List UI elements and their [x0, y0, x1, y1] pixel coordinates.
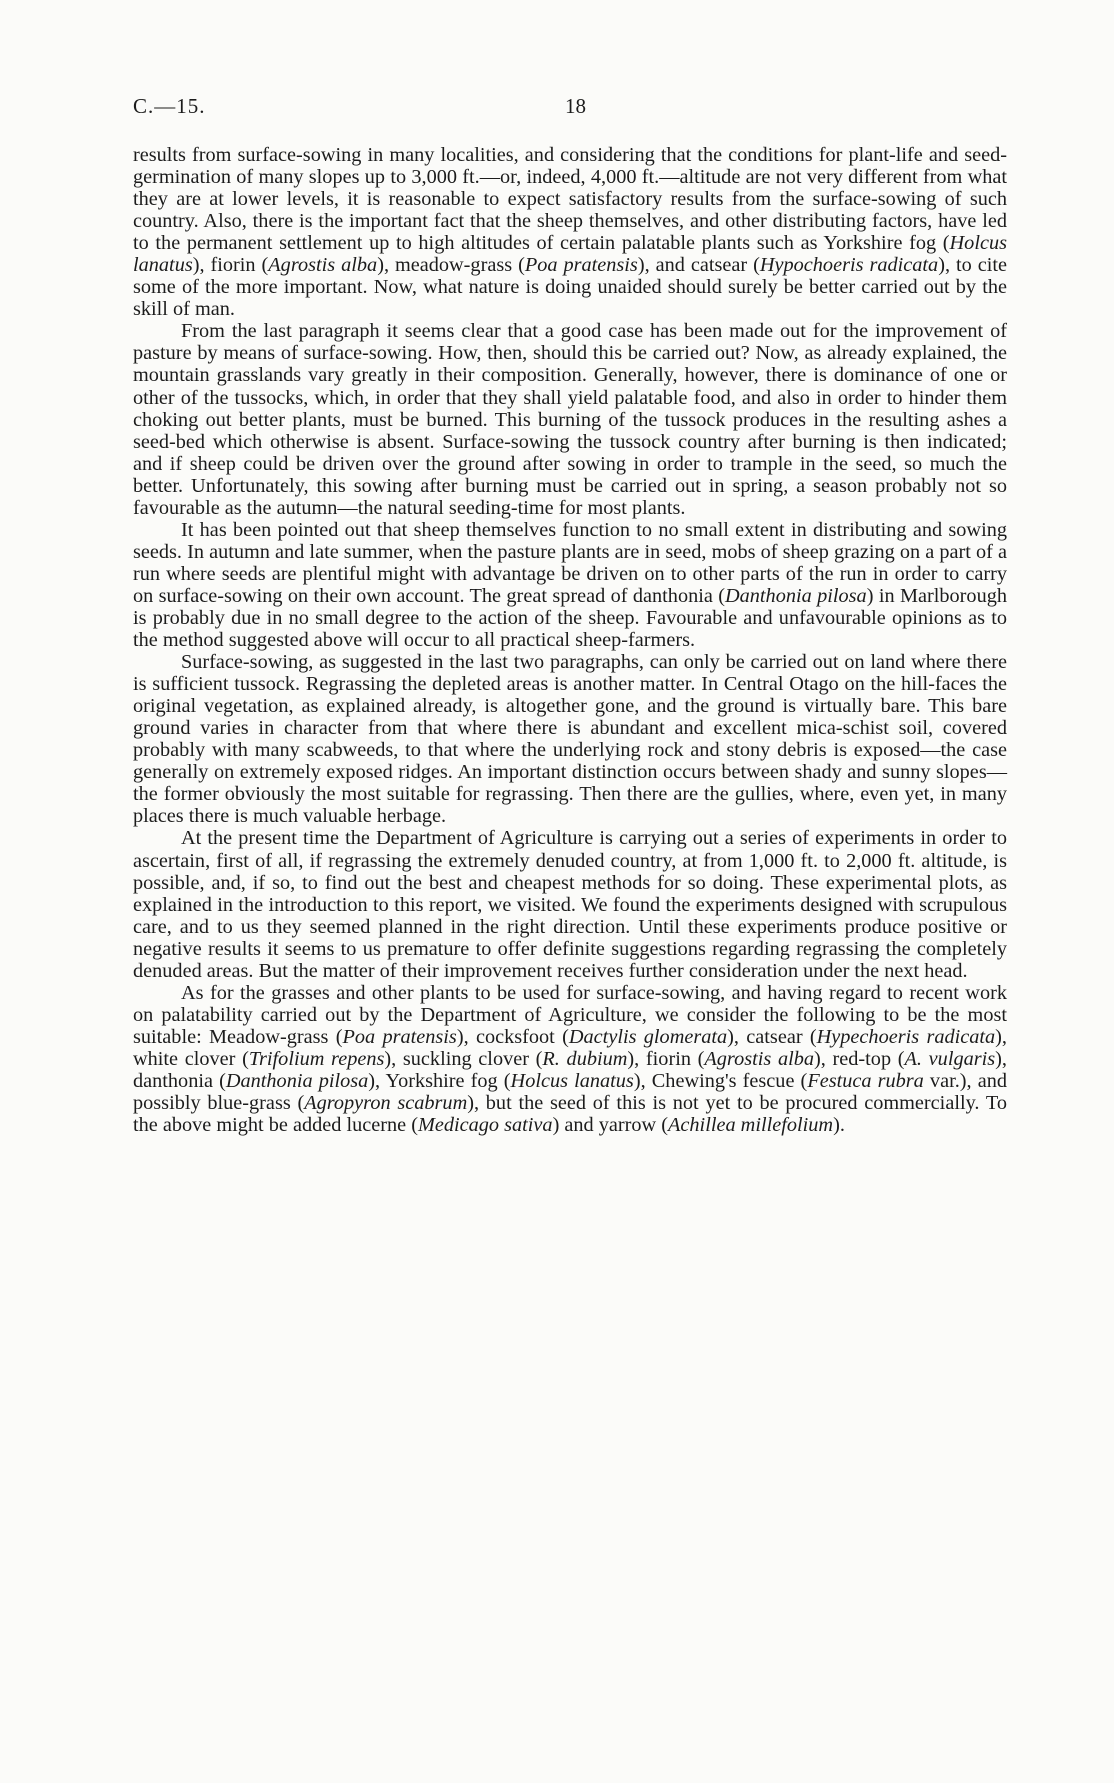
paragraph	[133, 144, 1007, 320]
italic-term: Danthonia pilosa	[724, 584, 867, 607]
text-run: ), suckling clover (	[384, 1047, 543, 1070]
page-header	[133, 94, 1003, 124]
text-run: It has been pointed out that sheep themselves function to no small extent in distributing and sowing seeds. In autumn and late summer, when the pasture plants are in seed, mobs of sheep grazing on a part of a run where seeds are plentiful might with advantage be driven on to other parts of the run in order to carry on surface-sowing on their own account. The great spread of danthonia (	[133, 518, 1007, 607]
text-run: From the last paragraph it seems clear that a good case has been made out for the improvement of pasture by means of surface-sowing. How, then, should this be carried out? Now, as already explained, the mountain grasslands vary greatly in their composition. Generally, however, there is dominance of one or other of the tussocks, which, in order that they shall yield palatable food, and also in order to hinder them choking out better plants, must be burned. This burning of the tussock produces in the resulting ashes a seed-bed which otherwise is absent. Surface-sowing the tussock country after burning is then indicated; and if sheep could be driven over the ground after sowing in order to trample in the seed, so much the better. Unfortunately, this sowing after burning must be carried out in spring, a season probably not so favourable as the autumn—the natural seeding-time for most plants.	[133, 320, 1007, 519]
italic-term: Holcus lanatus	[510, 1069, 634, 1092]
paragraph	[133, 651, 1007, 827]
italic-term: Poa pratensis	[524, 254, 638, 277]
italic-term: R. dubium	[542, 1047, 628, 1070]
text-run: ), danthonia (	[133, 1047, 1007, 1092]
text-run: ), to cite some of the more important. Now, what nature is doing unaided should surely be better carried out by the skill of man.	[133, 254, 1007, 321]
italic-term: Hypechoeris radicata	[816, 1025, 996, 1048]
document-code: C.—15.	[133, 94, 206, 118]
text-run: ), fiorin (	[192, 254, 269, 277]
text-run: At the present time the Department of Agriculture is carrying out a series of experiments in order to ascertain, first of all, if regrassing the extremely denuded country, at from 1,000 ft. to 2,000 ft. altitude, is possible, and, if so, to find out the best and cheapest methods for so doing. These experimental plots, as explained in the introduction to this report, we visited. We found the experiments designed with scrupulous care, and to us they seemed planned in the right direction. Until these experiments produce positive or negative results it seems to us premature to offer definite suggestions regarding regrassing the completely denuded areas. But the matter of their improvement receives further consideration under the next head.	[133, 827, 1007, 982]
text-run: Surface-sowing, as suggested in the last two paragraphs, can only be carried out on land where there is sufficient tussock. Regrassing the depleted areas is another matter. In Central Otago on the hill-faces the original vegetation, as explained already, is altogether gone, and the ground is virtually bare. This bare ground varies in character from that where there is abundant and excellent mica-schist soil, covered probably with many scabweeds, to that where the underlying rock and stony debris is exposed—the case generally on extremely exposed ridges. An important distinction occurs between shady and sunny slopes—the former obviously the most suitable for regrassing. Then there are the gullies, where, even yet, in many places there is much valuable herbage.	[133, 651, 1007, 828]
text-run: ), red-top (	[814, 1047, 905, 1070]
text-run: var.), and possibly blue-grass (	[133, 1069, 1007, 1115]
text-run: ), fiorin (	[627, 1047, 705, 1070]
paragraph	[133, 982, 1007, 1136]
italic-term: Hypochoeris radicata	[759, 254, 939, 277]
text-run: ), Chewing's fescue (	[633, 1069, 808, 1092]
text-run: ).	[833, 1114, 845, 1137]
italic-term: Danthonia pilosa	[225, 1069, 369, 1092]
italic-term: Agrostis alba	[268, 254, 378, 277]
text-run: ) and yarrow (	[552, 1114, 669, 1137]
page-number: 18	[565, 94, 586, 118]
text-run: ), cocksfoot (	[456, 1025, 569, 1048]
italic-term: A. vulgaris	[904, 1047, 996, 1070]
paragraph	[133, 519, 1007, 651]
text-run: ), white clover (	[133, 1025, 1007, 1070]
text-run: ), catsear (	[727, 1025, 817, 1048]
italic-term: Poa pratensis	[342, 1025, 457, 1048]
italic-term: Festuca rubra	[807, 1069, 924, 1092]
text-run: As for the grasses and other plants to be used for surface-sowing, and having regard to recent work on palatability carried out by the Department of Agriculture, we consider the following to be the most suitable: Meadow-grass (	[133, 981, 1007, 1048]
italic-term: Holcus lanatus	[133, 232, 1007, 277]
italic-term: Medicago sativa	[417, 1114, 553, 1137]
text-run: ), Yorkshire fog (	[368, 1069, 511, 1092]
text-run: results from surface-sowing in many localities, and considering that the conditions for plant-life and seed-germination of many slopes up to 3,000 ft.—or, indeed, 4,000 ft.—altitude are not very different from what they are at lower levels, it is reasonable to expect satisfactory results from the surface-sowing of such country. Also, there is the important fact that the sheep themselves, and other distributing factors, have led to the permanent settlement up to high altitudes of certain palatable plants such as Yorkshire fog (	[133, 144, 1007, 255]
paragraph	[133, 320, 1007, 518]
italic-term: Agropyron scabrum	[304, 1092, 468, 1115]
italic-term: Dactylis glomerata	[568, 1025, 728, 1048]
italic-term: Achillea millefolium	[668, 1114, 834, 1137]
text-run: ), meadow-grass (	[377, 254, 525, 277]
text-run: ), but the seed of this is not yet to be procured commercially. To the above might be added lucerne (	[133, 1092, 1007, 1137]
body-text	[133, 144, 1007, 1136]
italic-term: Agrostis alba	[704, 1047, 815, 1070]
text-run: ), and catsear (	[637, 254, 760, 277]
italic-term: Trifolium repens	[248, 1047, 385, 1070]
paragraph	[133, 827, 1007, 981]
text-run: ) in Marlborough is probably due in no small degree to the action of the sheep. Favourable and unfavourable opinions as to the method suggested above will occur to all practical sheep-farmers.	[133, 584, 1007, 652]
